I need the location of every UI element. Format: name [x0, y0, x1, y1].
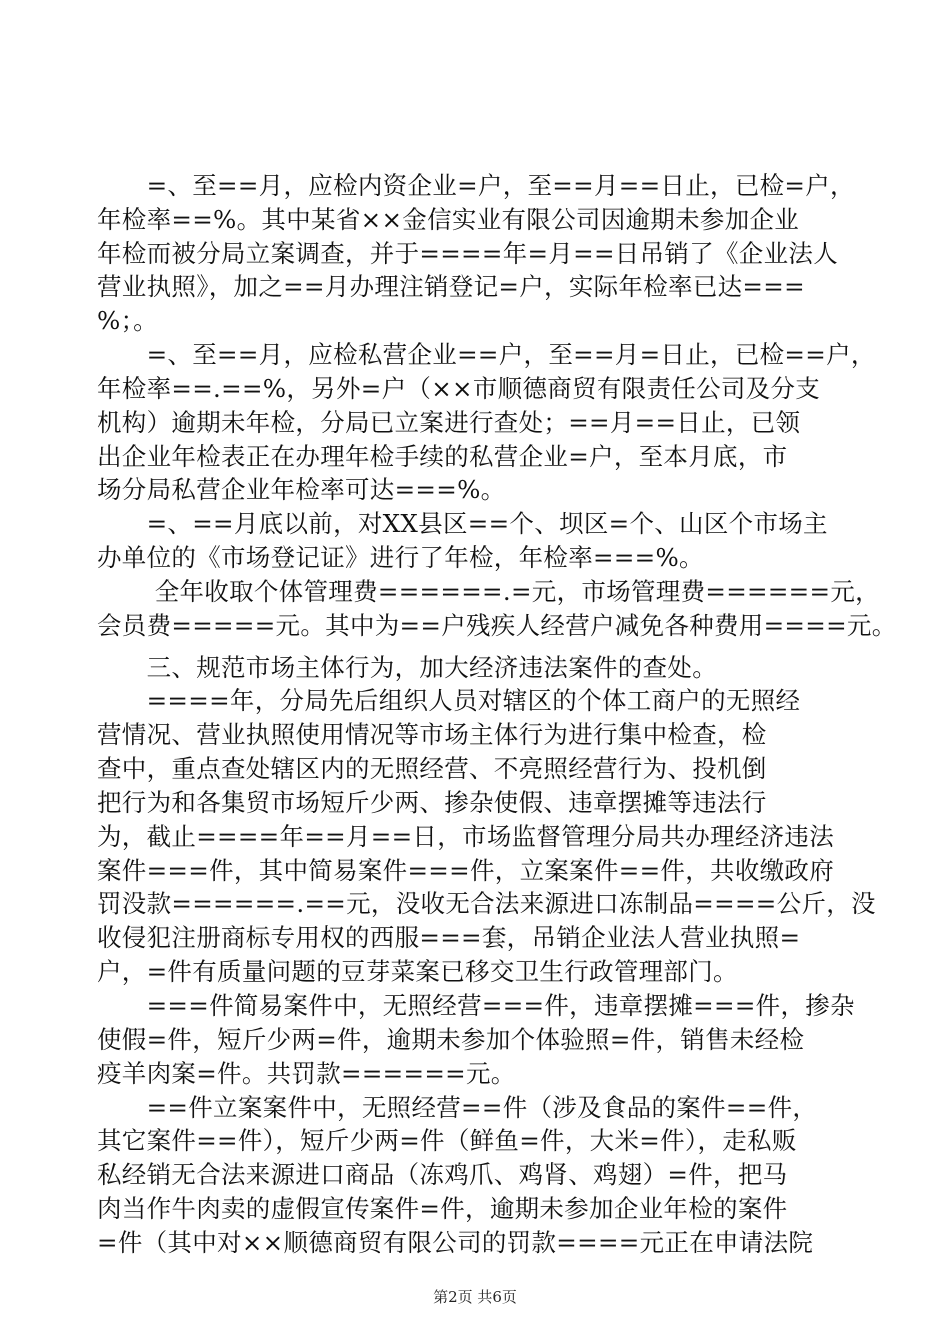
text-line: 其它案件==件），短斤少两=件（鲜鱼=件，大米=件），走私贩: [97, 1126, 797, 1155]
text-line: 罚没款======.==元，没收无合法来源进口冻制品====公斤，没: [97, 889, 876, 918]
text-line: 出企业年检表正在办理年检手续的私营企业=户，至本月底，市: [97, 442, 788, 471]
text-line: ==件立案案件中，无照经营==件（涉及食品的案件==件，: [97, 1093, 818, 1122]
text-line: 年检而被分局立案调查，并于====年=月==日吊销了《企业法人: [97, 239, 838, 268]
text-line: ===件简易案件中，无照经营===件，违章摆摊===件，掺杂: [97, 991, 855, 1020]
text-line: 机构）逾期未年检，分局已立案进行查处；==月==日止，已领: [97, 408, 801, 437]
text-line: 收侵犯注册商标专用权的西服===套，吊销企业法人营业执照=: [97, 923, 801, 952]
text-line: 查中，重点查处辖区内的无照经营、不亮照经营行为、投机倒: [97, 754, 767, 783]
text-line: =、至==月，应检内资企业=户，至==月==日止，已检=户，: [97, 171, 855, 200]
text-line: 使假=件，短斤少两=件，逾期未参加个体验照=件，销售未经检: [97, 1025, 805, 1054]
text-line: 为，截止====年==月==日，市场监督管理分局共办理经济违法: [97, 822, 835, 851]
text-line: 营情况、营业执照使用情况等市场主体行为进行集中检查，检: [97, 720, 767, 749]
text-line: 户，=件有质量问题的豆芽菜案已移交卫生行政管理部门。: [97, 957, 738, 986]
text-line: ====年，分局先后组织人员对辖区的个体工商户的无照经: [97, 686, 801, 715]
text-line: %；。: [97, 306, 158, 335]
text-line: =、==月底以前，对XX县区==个、坝区=个、山区个市场主: [97, 509, 828, 538]
text-line: 把行为和各集贸市场短斤少两、掺杂使假、违章摆摊等违法行: [97, 788, 767, 817]
text-line: 会员费=====元。其中为==户残疾人经营户减免各种费用====元。: [97, 611, 897, 640]
page-footer: 第2页 共6页: [433, 1288, 517, 1306]
text-line: 疫羊肉案=件。共罚款======元。: [97, 1059, 516, 1088]
section-heading: 三、规范市场主体行为，加大经济违法案件的查处。: [97, 653, 717, 682]
text-line: 办单位的《市场登记证》进行了年检，年检率===%。: [97, 543, 704, 572]
text-line: 营业执照》，加之==月办理注销登记=户，实际年检率已达===: [97, 272, 805, 301]
text-line: 年检率==%。其中某省××金信实业有限公司因逾期未参加企业: [97, 205, 800, 234]
text-line: 全年收取个体管理费======.=元，市场管理费======元，: [97, 577, 880, 606]
text-line: 肉当作牛肉卖的虚假宣传案件=件，逾期未参加企业年检的案件: [97, 1194, 788, 1223]
text-line: =、至==月，应检私营企业==户，至==月=日止，已检==户，: [97, 340, 876, 369]
text-line: 私经销无合法来源进口商品（冻鸡爪、鸡肾、鸡翅）=件，把马: [97, 1160, 788, 1189]
text-line: 场分局私营企业年检率可达===%。: [97, 475, 506, 504]
text-line: 案件===件，其中简易案件===件，立案案件==件，共收缴政府: [97, 856, 835, 885]
text-line: =件（其中对××顺德商贸有限公司的罚款====元正在申请法院: [97, 1228, 814, 1257]
text-line: 年检率==.==%，另外=户（××市顺德商贸有限责任公司及分支: [97, 374, 821, 403]
